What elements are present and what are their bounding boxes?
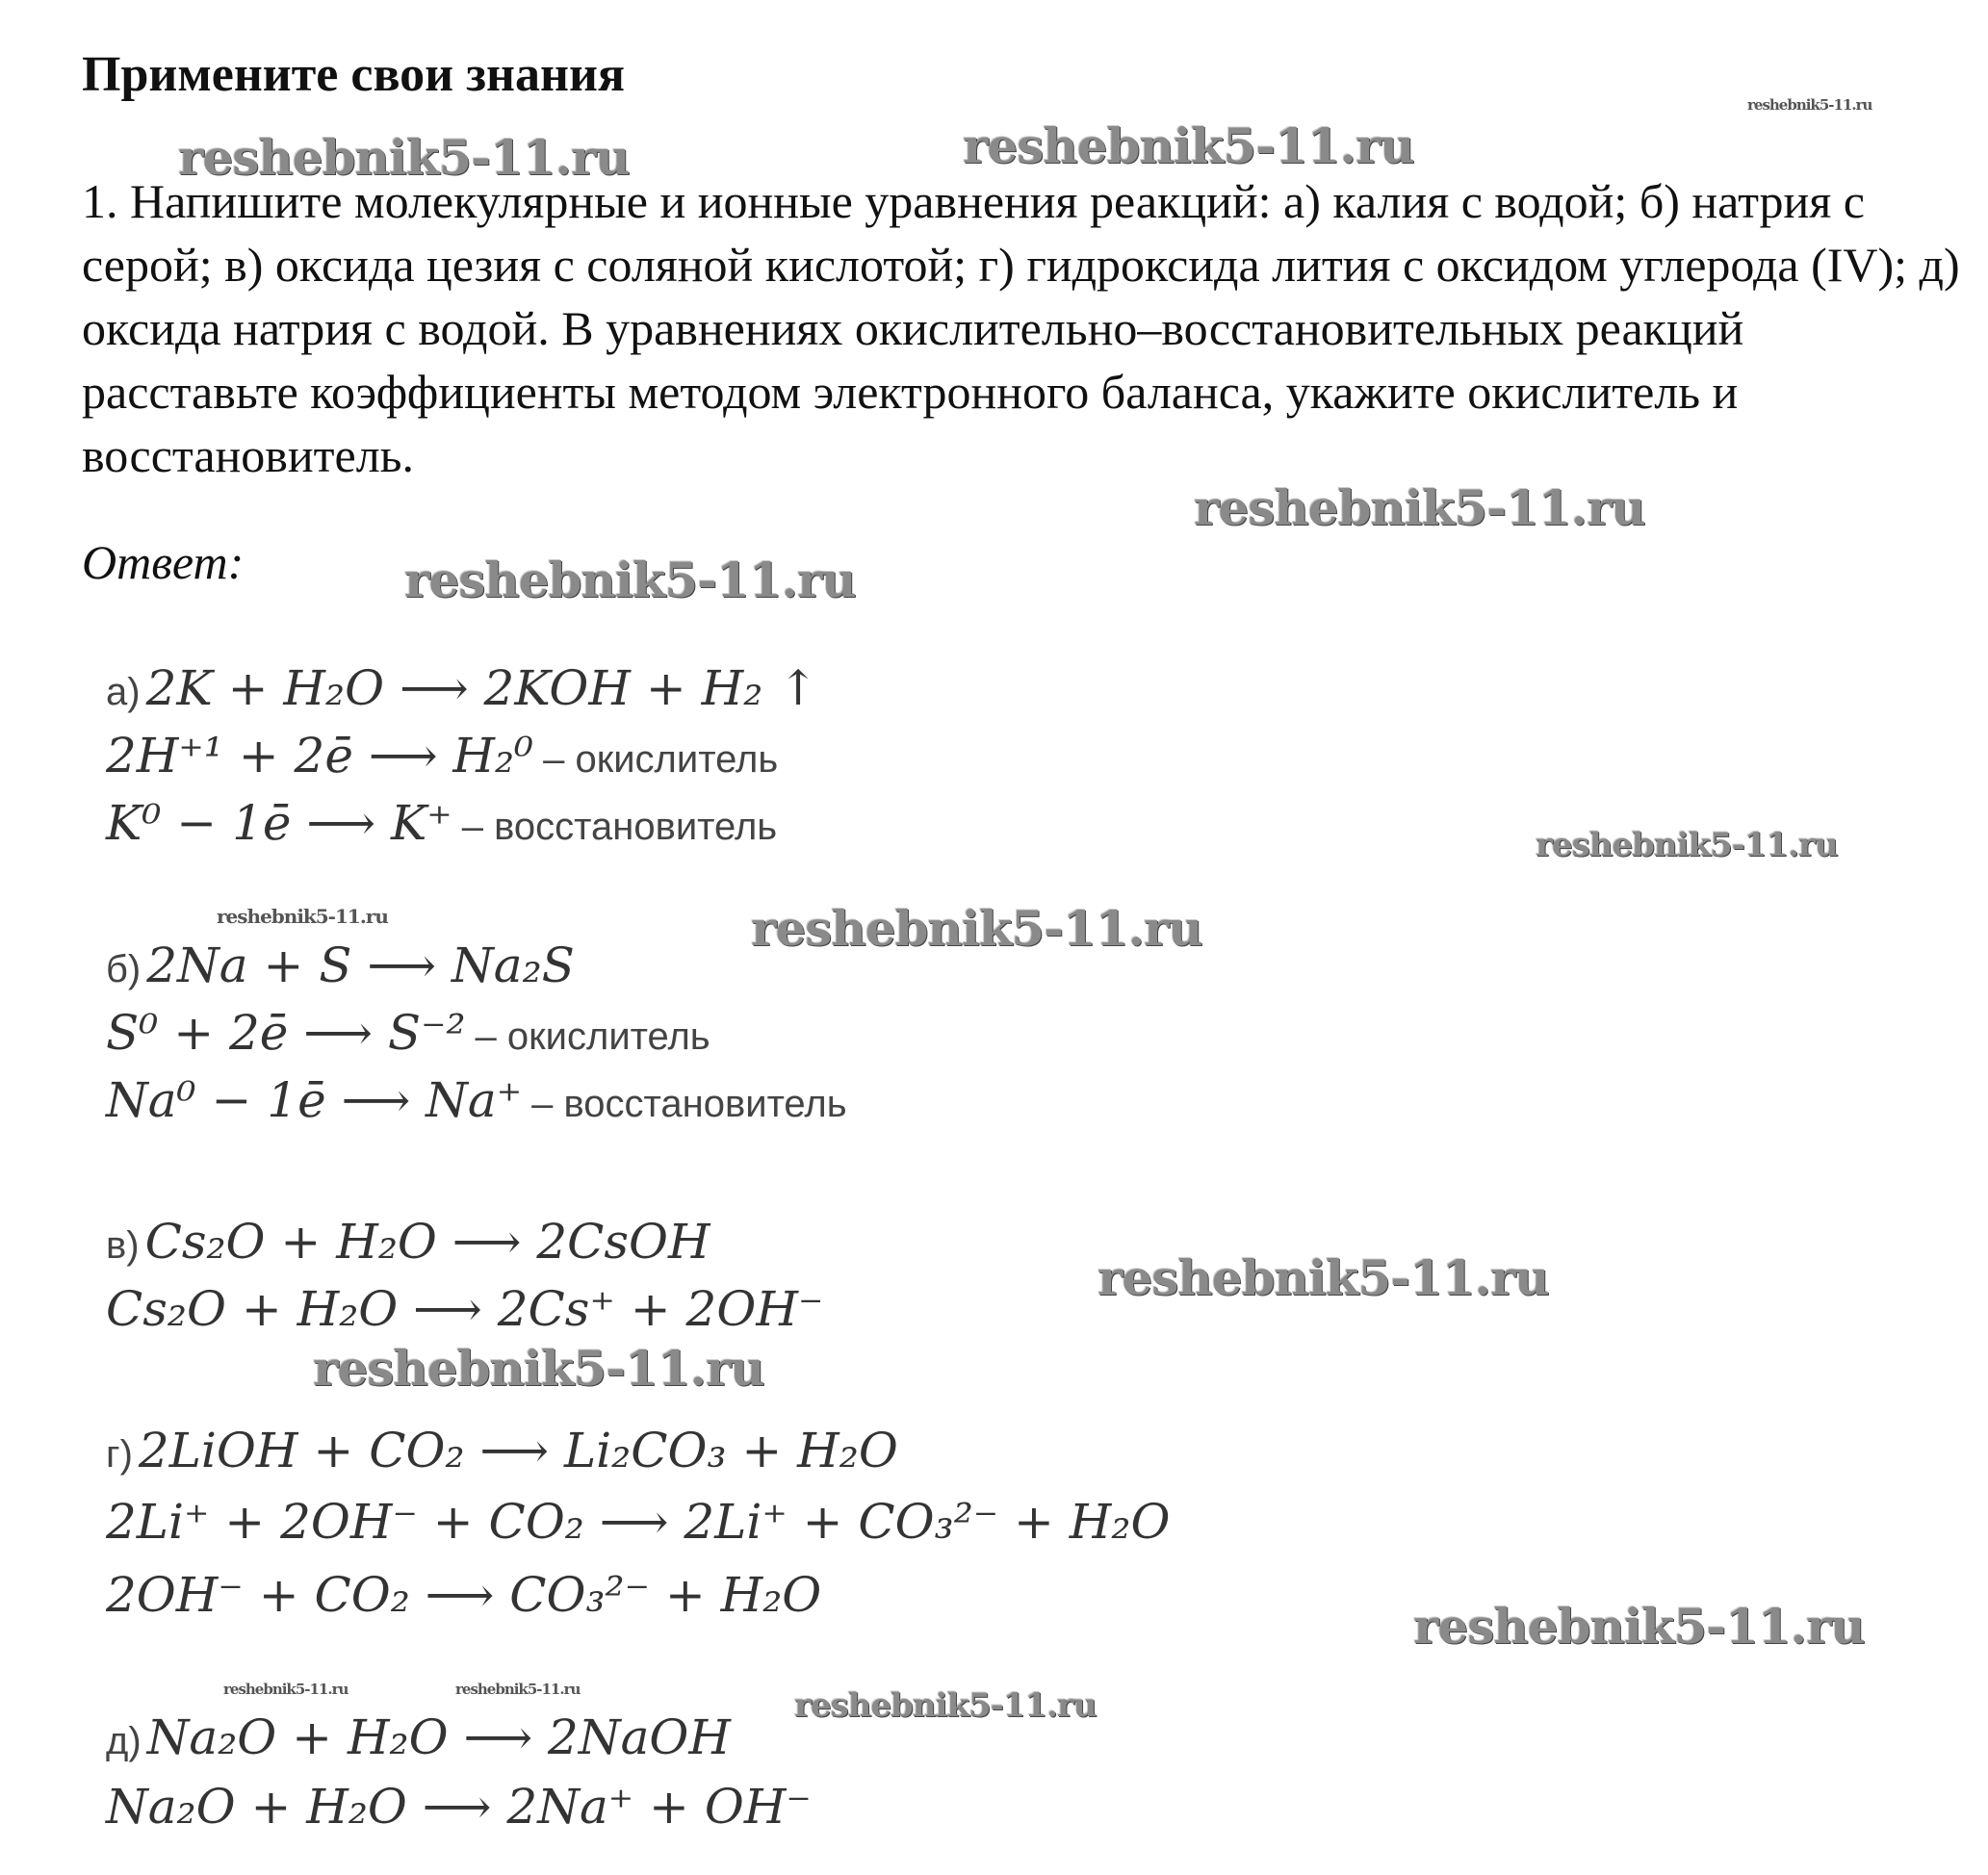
- equation-g-full-ionic: [106, 1494, 1171, 1550]
- equation-text: Cs₂O + H₂O ⟶ 2Cs⁺ + 2OH⁻: [106, 1281, 824, 1337]
- equation-b-reducer: [106, 1072, 847, 1128]
- answer-label: Ответ:: [82, 535, 245, 589]
- equation-v-ionic: [106, 1281, 824, 1337]
- equation-a-reducer: [106, 795, 778, 851]
- equation-d-ionic: [106, 1779, 812, 1835]
- watermark: reshebnik5-11.ru: [1097, 1249, 1549, 1306]
- watermark: reshebnik5-11.ru: [217, 905, 388, 928]
- watermark: reshebnik5-11.ru: [1747, 96, 1872, 114]
- equation-text: Na⁰ − 1ē ⟶ Na⁺: [106, 1072, 523, 1128]
- watermark: reshebnik5-11.ru: [1194, 479, 1645, 536]
- equation-b-oxidizer: [106, 1005, 710, 1061]
- equation-text: 2OH⁻ + CO₂ ⟶ CO₃²⁻ + H₂O: [106, 1567, 822, 1623]
- equation-g-short-ionic: [106, 1567, 822, 1623]
- equation-text: 2H⁺¹ + 2ē ⟶ H₂⁰: [106, 728, 534, 783]
- equation-text: Na₂O + H₂O ⟶ 2Na⁺ + OH⁻: [106, 1779, 812, 1835]
- equation-text: 2K + H₂O ⟶ 2KOH + H₂ ↑: [145, 660, 819, 716]
- equation-b-molecular: [106, 938, 575, 993]
- role-reducer: ‒ восстановитель: [531, 1083, 847, 1125]
- equation-text: K⁰ − 1ē ⟶ K⁺: [106, 795, 452, 851]
- task-text: 1. Напишите молекулярные и ионные уравнения реакций: а) калия с водой; б) натрия с серой; в) оксида цезия с соляной кислотой; г) гидроксида лития с оксидом углерода (IV); д) оксида натрия с водой. В уравнениях окислительно‒восстановительных реакций расставьте коэффициенты методом электронного баланса, укажите окислитель и восстановитель.: [82, 174, 1960, 482]
- label-v: в): [106, 1224, 140, 1267]
- role-oxidizer: ‒ окислитель: [475, 1015, 710, 1058]
- label-g: г): [106, 1433, 133, 1476]
- label-b: б): [106, 948, 142, 990]
- label-d: д): [106, 1720, 142, 1762]
- watermark: reshebnik5-11.ru: [751, 900, 1202, 957]
- watermark: reshebnik5-11.ru: [455, 1681, 581, 1698]
- watermark: reshebnik5-11.ru: [963, 117, 1414, 174]
- equation-a-oxidizer: [106, 728, 779, 783]
- equation-text: Cs₂O + H₂O ⟶ 2CsOH: [144, 1214, 710, 1270]
- equation-text: 2Na + S ⟶ Na₂S: [146, 938, 575, 993]
- watermark: reshebnik5-11.ru: [178, 129, 630, 186]
- equation-v-molecular: [106, 1214, 710, 1270]
- equation-g-molecular: [106, 1423, 898, 1478]
- equation-d-molecular: [106, 1709, 732, 1765]
- equation-text: 2Li⁺ + 2OH⁻ + CO₂ ⟶ 2Li⁺ + CO₃²⁻ + H₂O: [106, 1494, 1171, 1550]
- label-a: а): [106, 671, 141, 713]
- watermark: reshebnik5-11.ru: [794, 1686, 1097, 1725]
- watermark: reshebnik5-11.ru: [1413, 1598, 1865, 1655]
- equation-text: 2LiOH + CO₂ ⟶ Li₂CO₃ + H₂O: [138, 1423, 898, 1478]
- watermark: reshebnik5-11.ru: [313, 1340, 764, 1397]
- equation-text: Na₂O + H₂O ⟶ 2NaOH: [146, 1709, 732, 1765]
- role-reducer: ‒ восстановитель: [461, 806, 778, 848]
- role-oxidizer: ‒ окислитель: [543, 738, 779, 781]
- watermark: reshebnik5-11.ru: [1536, 826, 1838, 864]
- watermark: reshebnik5-11.ru: [404, 552, 856, 608]
- section-heading: Примените свои знания: [82, 47, 626, 102]
- watermark: reshebnik5-11.ru: [223, 1681, 349, 1698]
- equation-text: S⁰ + 2ē ⟶ S⁻²: [106, 1005, 466, 1061]
- equation-a-molecular: [106, 660, 819, 716]
